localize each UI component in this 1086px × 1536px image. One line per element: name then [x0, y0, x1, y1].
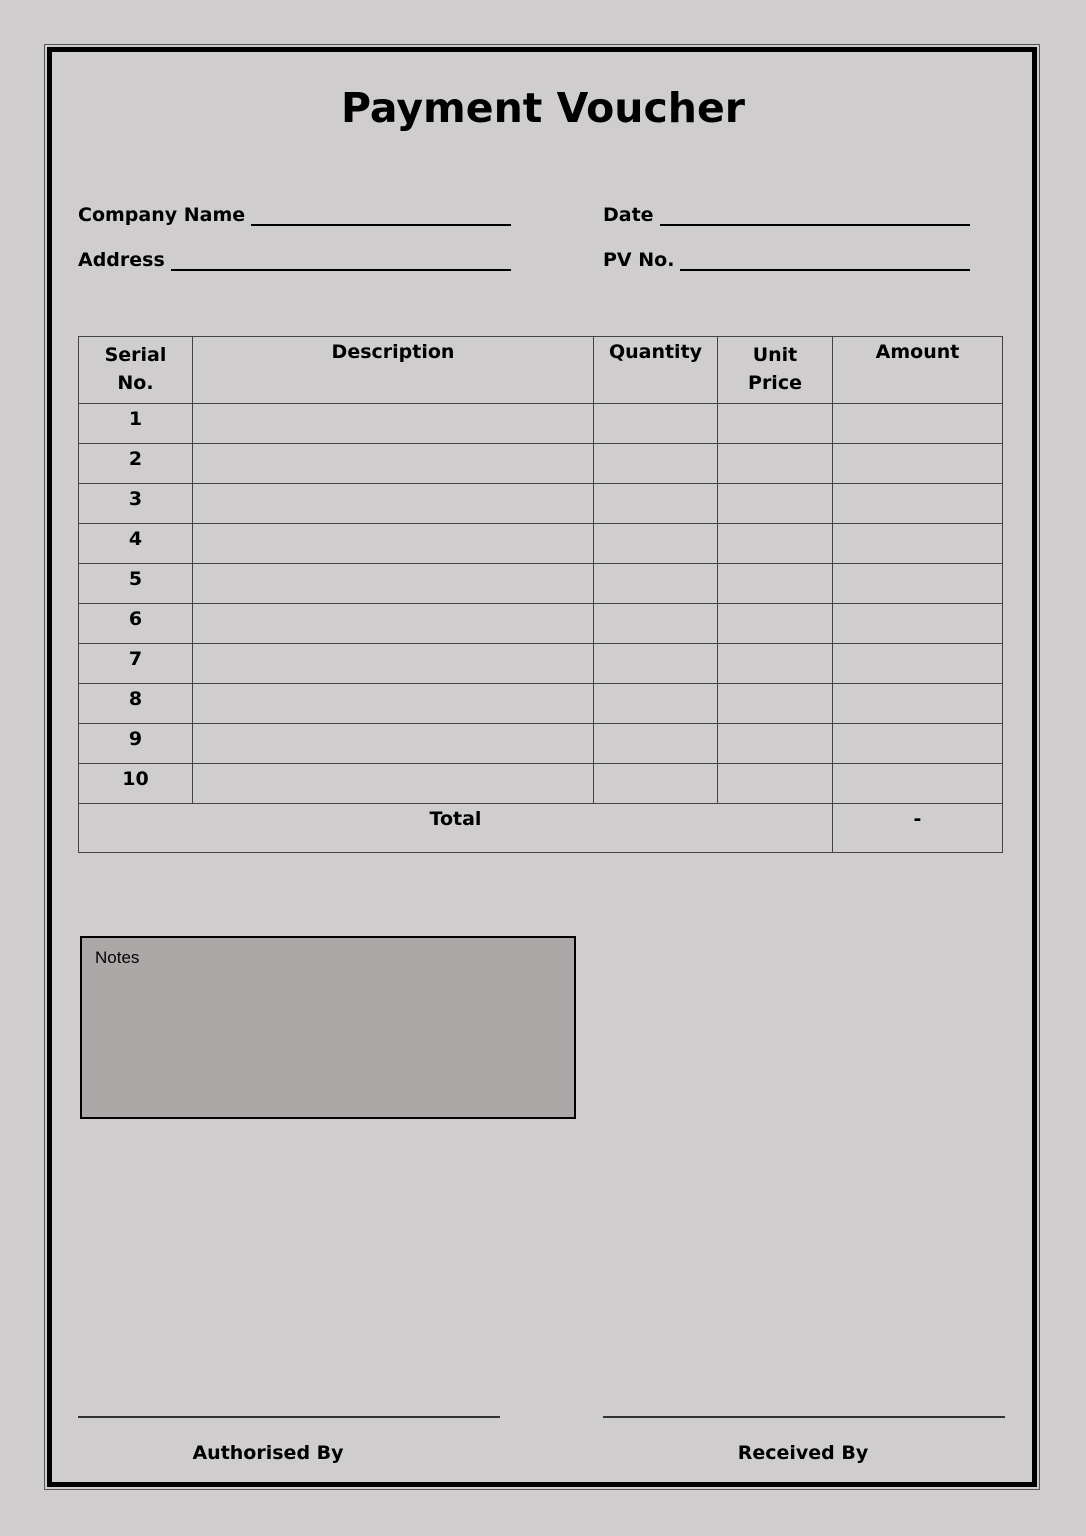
address-line	[171, 251, 511, 271]
date-label: Date	[603, 204, 654, 226]
total-label: Total	[79, 804, 833, 853]
cell-amount[interactable]	[833, 444, 1003, 484]
company-name-label: Company Name	[78, 204, 246, 226]
cell-serial: 10	[79, 764, 193, 804]
cell-quantity[interactable]	[594, 684, 718, 724]
cell-serial: 2	[79, 444, 193, 484]
address-field[interactable]	[78, 249, 511, 271]
cell-serial: 9	[79, 724, 193, 764]
cell-quantity[interactable]	[594, 484, 718, 524]
header-amount: Amount	[833, 337, 1003, 404]
cell-quantity[interactable]	[594, 524, 718, 564]
cell-description[interactable]	[193, 484, 594, 524]
cell-serial: 5	[79, 564, 193, 604]
cell-unit-price[interactable]	[718, 724, 833, 764]
cell-unit-price[interactable]	[718, 564, 833, 604]
authorised-by-label: Authorised By	[192, 1442, 344, 1464]
pv-no-label: PV No.	[603, 249, 675, 271]
cell-description[interactable]	[193, 764, 594, 804]
cell-amount[interactable]	[833, 724, 1003, 764]
address-label: Address	[78, 249, 165, 271]
date-field[interactable]	[603, 204, 970, 226]
cell-quantity[interactable]	[594, 564, 718, 604]
cell-description[interactable]	[193, 724, 594, 764]
cell-amount[interactable]	[833, 604, 1003, 644]
total-row	[79, 804, 1003, 853]
header-description: Description	[193, 337, 594, 404]
total-value: -	[833, 804, 1003, 853]
cell-amount[interactable]	[833, 484, 1003, 524]
authorised-signature-line	[78, 1416, 500, 1418]
notes-label: Notes	[95, 948, 140, 967]
cell-unit-price[interactable]	[718, 524, 833, 564]
cell-amount[interactable]	[833, 684, 1003, 724]
cell-unit-price[interactable]	[718, 644, 833, 684]
cell-serial: 8	[79, 684, 193, 724]
cell-serial: 1	[79, 404, 193, 444]
table-row	[79, 484, 1003, 524]
notes-box[interactable]	[80, 936, 576, 1119]
cell-serial: 6	[79, 604, 193, 644]
cell-unit-price[interactable]	[718, 684, 833, 724]
cell-serial: 7	[79, 644, 193, 684]
cell-unit-price[interactable]	[718, 604, 833, 644]
table-row	[79, 644, 1003, 684]
cell-description[interactable]	[193, 564, 594, 604]
header-serial: Serial No.	[79, 337, 193, 404]
cell-amount[interactable]	[833, 404, 1003, 444]
cell-unit-price[interactable]	[718, 764, 833, 804]
table-row	[79, 524, 1003, 564]
items-table	[78, 336, 1003, 853]
table-row	[79, 724, 1003, 764]
cell-quantity[interactable]	[594, 764, 718, 804]
pv-no-field[interactable]	[603, 249, 970, 271]
table-row	[79, 404, 1003, 444]
cell-serial: 4	[79, 524, 193, 564]
received-by-label: Received By	[737, 1442, 869, 1464]
cell-unit-price[interactable]	[718, 484, 833, 524]
cell-description[interactable]	[193, 644, 594, 684]
table-row	[79, 604, 1003, 644]
cell-quantity[interactable]	[594, 724, 718, 764]
cell-description[interactable]	[193, 524, 594, 564]
cell-quantity[interactable]	[594, 444, 718, 484]
cell-unit-price[interactable]	[718, 404, 833, 444]
cell-description[interactable]	[193, 404, 594, 444]
cell-quantity[interactable]	[594, 644, 718, 684]
cell-quantity[interactable]	[594, 604, 718, 644]
table-row	[79, 444, 1003, 484]
table-row	[79, 564, 1003, 604]
page-title: Payment Voucher	[340, 84, 746, 132]
cell-description[interactable]	[193, 684, 594, 724]
date-line	[660, 206, 970, 226]
header-quantity: Quantity	[594, 337, 718, 404]
header-unit-price: Unit Price	[718, 337, 833, 404]
cell-unit-price[interactable]	[718, 444, 833, 484]
table-row	[79, 684, 1003, 724]
company-name-line	[251, 206, 511, 226]
received-signature-line	[603, 1416, 1005, 1418]
cell-description[interactable]	[193, 444, 594, 484]
table-header	[79, 337, 1003, 404]
cell-amount[interactable]	[833, 524, 1003, 564]
cell-amount[interactable]	[833, 644, 1003, 684]
table-row	[79, 764, 1003, 804]
cell-amount[interactable]	[833, 564, 1003, 604]
company-name-field[interactable]	[78, 204, 511, 226]
cell-description[interactable]	[193, 604, 594, 644]
cell-quantity[interactable]	[594, 404, 718, 444]
cell-amount[interactable]	[833, 764, 1003, 804]
pv-no-line	[680, 251, 970, 271]
cell-serial: 3	[79, 484, 193, 524]
